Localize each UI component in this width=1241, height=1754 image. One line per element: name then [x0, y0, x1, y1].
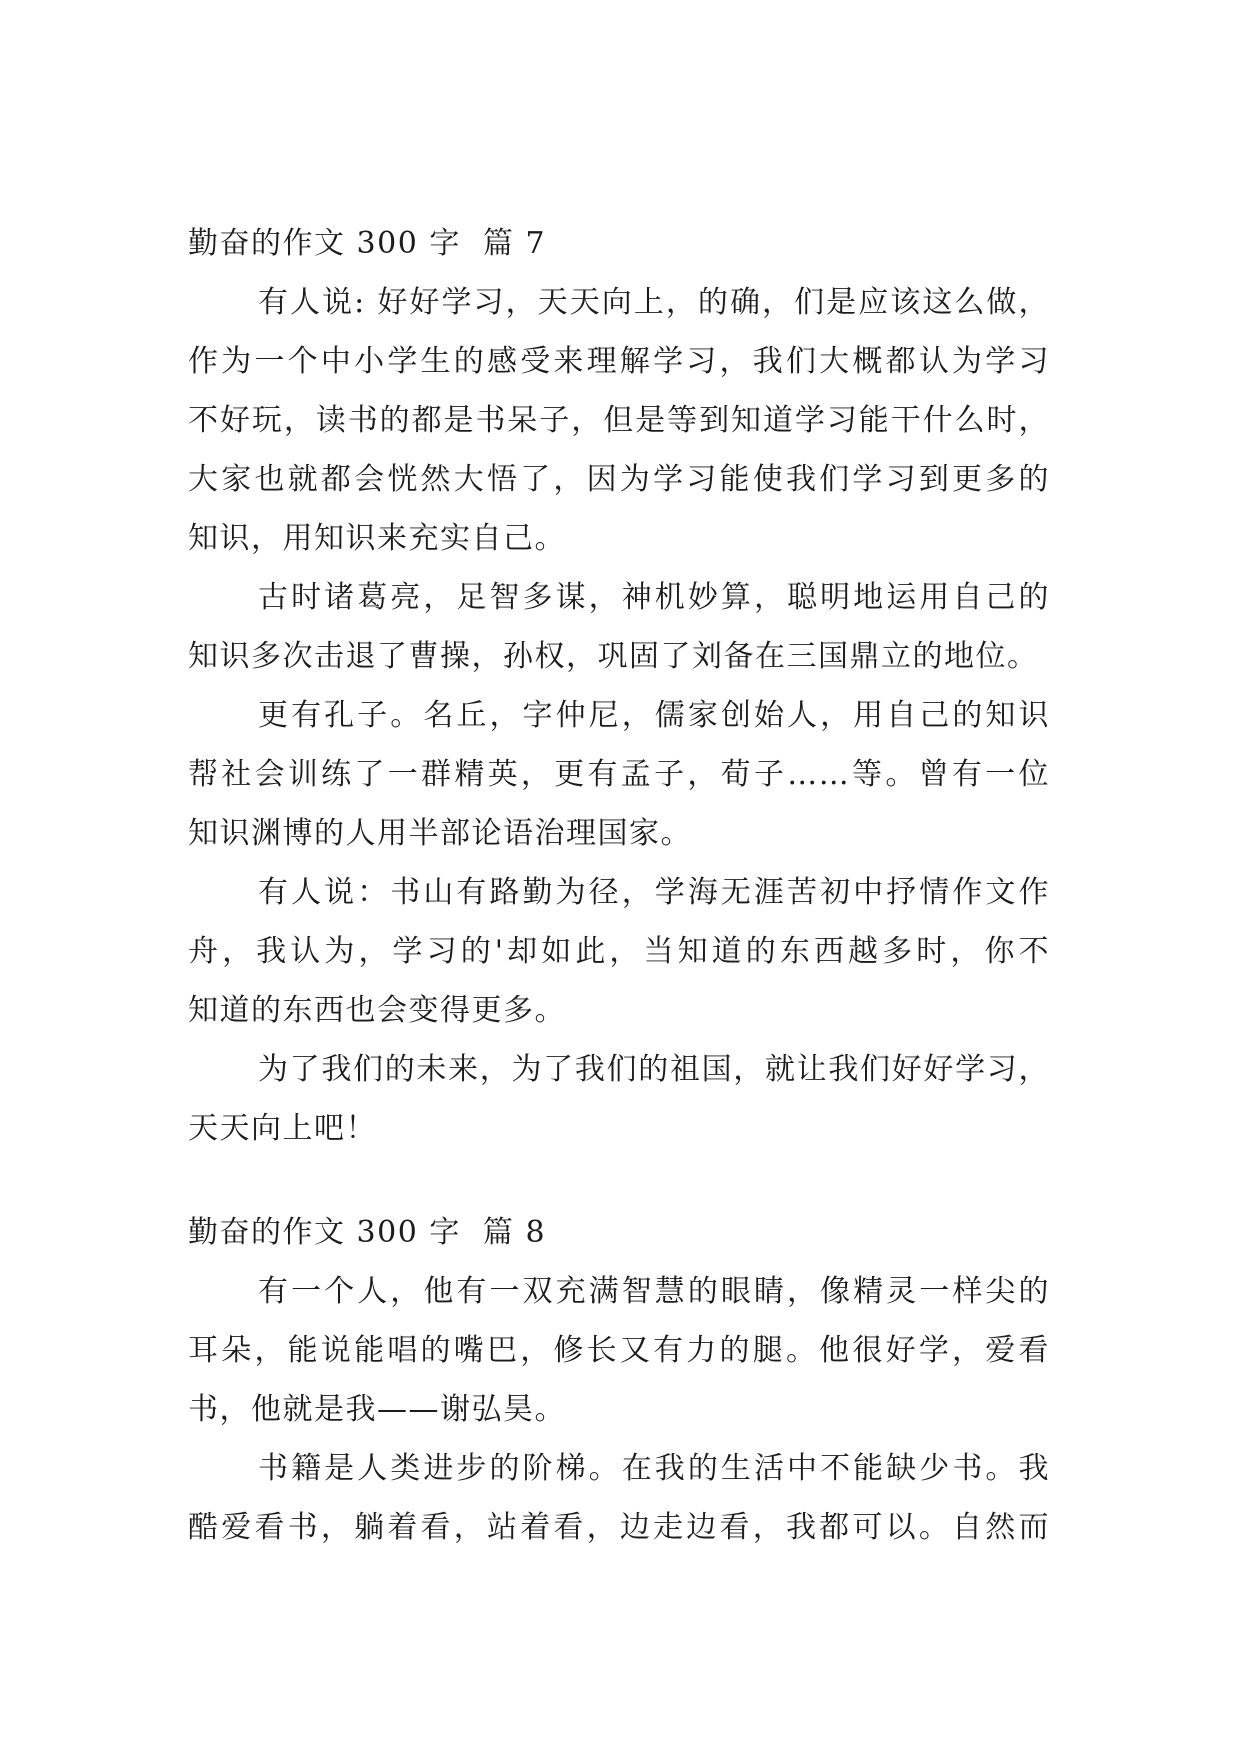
paragraph-line: 更有孔子。名丘，字仲尼，儒家创始人，用自己的知识 — [258, 698, 1050, 733]
paragraph — [188, 686, 1050, 863]
paragraph-line: 有一个人，他有一双充满智慧的眼睛，像精灵一样尖的 — [258, 1274, 1050, 1309]
document-page — [188, 214, 1050, 1557]
paragraph — [188, 1262, 1050, 1439]
paragraph — [188, 1040, 1050, 1158]
paragraph-line: 知识渊博的人用半部论语治理国家。 — [188, 816, 692, 851]
paragraph — [188, 273, 1050, 568]
section-heading: 勤奋的作文 300 字 篇 8 — [188, 1215, 547, 1250]
paragraph-line: 舟，我认为，学习的'却如此，当知道的东西越多时，你不 — [188, 934, 1050, 969]
paragraph-line: 帮社会训练了一群精英，更有孟子，荀子……等。曾有一位 — [188, 757, 1050, 792]
paragraph-line: 有人说：书山有路勤为径，学海无涯苦初中抒情作文作 — [258, 875, 1050, 910]
essay-section-7 — [188, 214, 1050, 1158]
paragraph-line: 书籍是人类进步的阶梯。在我的生活中不能缺少书。我 — [258, 1451, 1050, 1486]
section-heading: 勤奋的作文 300 字 篇 7 — [188, 226, 547, 261]
paragraph-line: 知道的东西也会变得更多。 — [188, 993, 566, 1028]
paragraph — [188, 863, 1050, 1040]
essay-section-8 — [188, 1203, 1050, 1557]
paragraph — [188, 1439, 1050, 1557]
paragraph-line: 有人说: 好好学习，天天向上，的确，们是应该这么做， — [258, 285, 1050, 320]
paragraph — [188, 568, 1050, 686]
paragraph-line: 书，他就是我——谢弘昊。 — [188, 1392, 566, 1427]
paragraph-line: 酷爱看书，躺着看，站着看，边走边看，我都可以。自然而 — [188, 1510, 1050, 1545]
paragraph-line: 为了我们的未来，为了我们的祖国，就让我们好好学习， — [258, 1052, 1050, 1087]
paragraph-line: 知识，用知识来充实自己。 — [188, 521, 566, 556]
paragraph-line: 耳朵，能说能唱的嘴巴，修长又有力的腿。他很好学，爱看 — [188, 1333, 1050, 1368]
paragraph-line: 知识多次击退了曹操，孙权，巩固了刘备在三国鼎立的地位。 — [188, 639, 1039, 674]
paragraph-line: 不好玩，读书的都是书呆子，但是等到知道学习能干什么时， — [188, 403, 1050, 438]
paragraph-line: 作为一个中小学生的感受来理解学习，我们大概都认为学习 — [188, 344, 1050, 379]
paragraph-line: 大家也就都会恍然大悟了，因为学习能使我们学习到更多的 — [188, 462, 1050, 497]
paragraph-line: 古时诸葛亮，足智多谋，神机妙算，聪明地运用自己的 — [258, 580, 1050, 615]
paragraph-line: 天天向上吧！ — [188, 1111, 377, 1146]
